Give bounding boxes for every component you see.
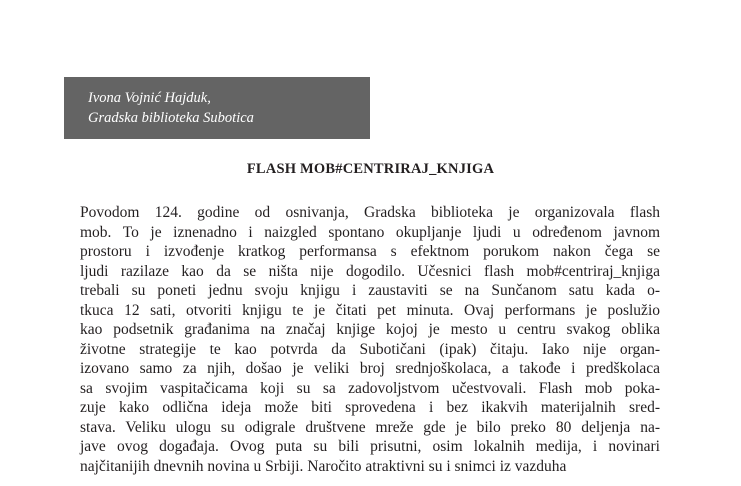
author-box [64,77,370,139]
body-line: Povodom 124. godine od osnivanja, Gradska biblioteka je organizovala flash [80,204,660,221]
body-line: trebali su poneti jednu svoju knjigu i zaustaviti se na Sunčanom satu kada o- [80,282,660,299]
body-line: zuje kako odlična ideja može biti sprovedena i bez ikakvih materijalnih sred- [80,399,660,416]
author-affiliation: Gradska biblioteka Subotica [88,110,254,126]
body-line: mob. To je iznenadno i naizgled spontano okupljanje ljudi u određenom javnom [80,223,660,241]
body-line: kao podsetnik građanima na značaj knjige kojoj je mesto u centru svakog oblika [80,321,660,338]
body-line: životne strategije te kao potvrda da Subotičani (ipak) čitaju. Iako nije organ- [80,340,660,358]
body-line: ljudi razilaze kao da se ništa nije dogodilo. Učesnici flash mob#centriraj_knjiga [80,262,660,280]
author-name: Ivona Vojnić Hajduk, [88,90,211,106]
body-line: izovano samo za njih, došao je veliki broj srednjoškolaca, a takođe i predškolaca [80,360,660,377]
body-line: jave ovog događaja. Ovog puta su bili prisutni, osim lokalnih medija, i novinari [80,438,660,455]
article-body [80,203,660,476]
body-line: prostoru i izvođenje kratkog performansa s efektnom porukom nakon čega se [80,243,660,260]
body-line: sa svojim vaspitačicama koji su sa zadovoljstvom učestvovali. Flash mob poka- [80,379,660,397]
body-line: stava. Veliku ulogu su odigrale društvene mreže gde je bilo preko 80 deljenja na- [80,418,660,436]
body-line: najčitanijih dnevnih novina u Srbiji. Naročito atraktivni su i snimci iz vazduha [80,457,567,475]
article-title: FLASH MOB#CENTRIRAJ_KNJIGA [246,161,495,177]
body-line: tkuca 12 sati, otvoriti knjigu te je čitati pet minuta. Ovaj performans je poslužio [80,301,660,319]
